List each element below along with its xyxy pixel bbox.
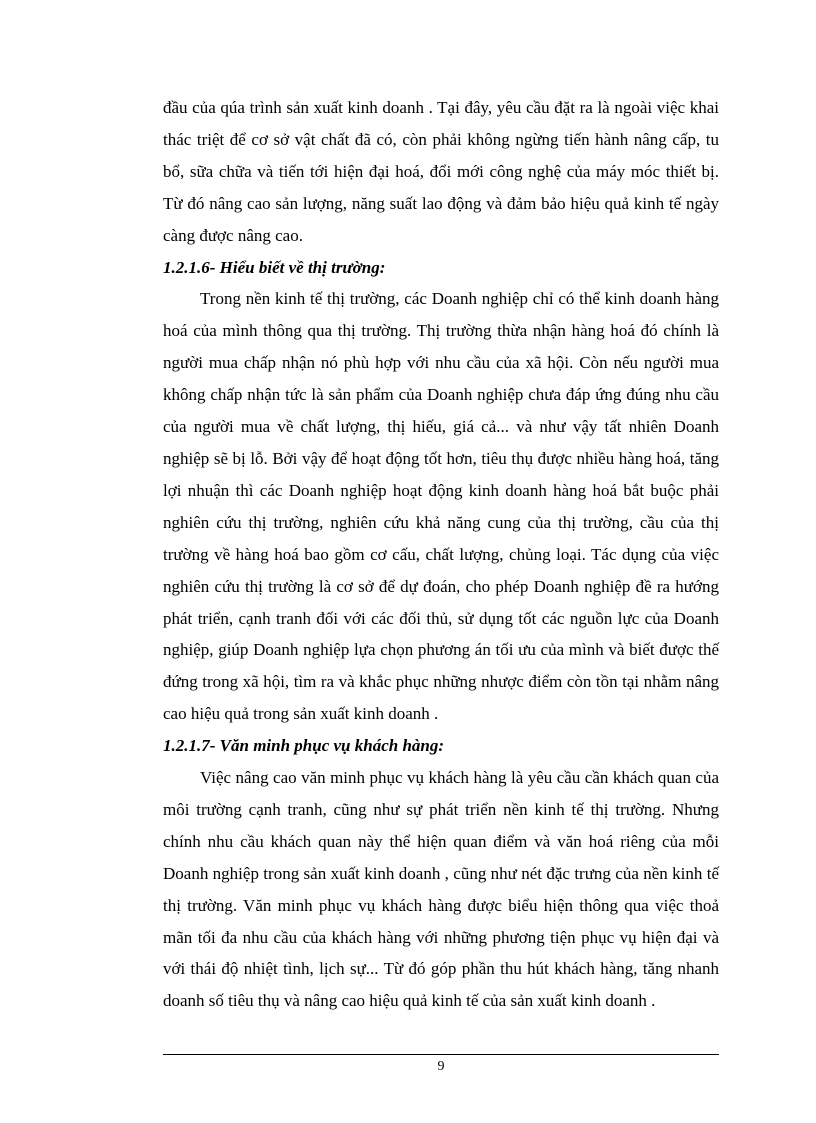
- market-knowledge-paragraph: Trong nền kinh tế thị trường, các Doanh nghiệp chỉ có thể kinh doanh hàng hoá của mình thông qua thị trường. Thị trường thừa nhận hàng hoá đó chính là người mua chấp nhận nó phù hợp với nhu cầu của xã hội. Còn nếu người mua không chấp nhận tức là sản phẩm của Doanh nghiệp chưa đáp ứng đúng nhu cầu của người mua về chất lượng, thị hiếu, giá cả... và như vậy tất nhiên Doanh nghiệp sẽ bị lỗ. Bởi vậy để hoạt động tốt hơn, tiêu thụ được nhiều hàng hoá, tăng lợi nhuận thì các Doanh nghiệp hoạt động kinh doanh hàng hoá bắt buộc phải nghiên cứu thị trường, nghiên cứu khả năng cung của thị trường, cầu của thị trường về hàng hoá bao gồm cơ cấu, chất lượng, chủng loại. Tác dụng của việc nghiên cứu thị trường là cơ sở để dự đoán, cho phép Doanh nghiệp đề ra hướng phát triển, cạnh tranh đối với các đối thủ, sử dụng tốt các nguồn lực của Doanh nghiệp, giúp Doanh nghiệp lựa chọn phương án tối ưu của mình và biết được thế đứng trong xã hội, tìm ra và khắc phục những nhược điểm còn tồn tại nhằm nâng cao hiệu quả trong sản xuất kinh doanh .: [163, 289, 719, 724]
- section-heading-1-2-1-6: 1.2.1.6- Hiểu biết về thị trường:: [163, 257, 386, 277]
- section-heading-1-2-1-7: 1.2.1.7- Văn minh phục vụ khách hàng:: [163, 736, 445, 756]
- page-body: [163, 92, 719, 1017]
- customer-service-paragraph: Việc nâng cao văn minh phục vụ khách hàng là yêu cầu cần khách quan của môi trường cạnh tranh, cũng như sự phát triển nền kinh tế thị trường. Nhưng chính nhu cầu khách quan này thể hiện quan điểm và văn hoá riêng của mỗi Doanh nghiệp trong sản xuất kinh doanh , cũng như nét đặc trưng của nền kinh tế thị trường. Văn minh phục vụ khách hàng được biểu hiện thông qua việc thoả mãn tối đa nhu cầu của khách hàng với những phương tiện phục vụ hiện đại và với thái độ nhiệt tình, lịch sự... Từ đó góp phần thu hút khách hàng, tăng nhanh doanh số tiêu thụ và nâng cao hiệu quả kinh tế của sản xuất kinh doanh .: [163, 768, 719, 1011]
- footer-divider: [163, 1054, 719, 1055]
- page-number: 9: [437, 1059, 445, 1074]
- intro-paragraph: đầu của qúa trình sản xuất kinh doanh . Tại đây, yêu cầu đặt ra là ngoài việc khai thác triệt để cơ sở vật chất đã có, còn phải không ngừng tiến hành nâng cấp, tu bổ, sữa chữa và tiến tới hiện đại hoá, đổi mới công nghệ của máy móc thiết bị. Từ đó nâng cao sản lượng, năng suất lao động và đảm bảo hiệu quả kinh tế ngày càng được nâng cao.: [163, 98, 719, 245]
